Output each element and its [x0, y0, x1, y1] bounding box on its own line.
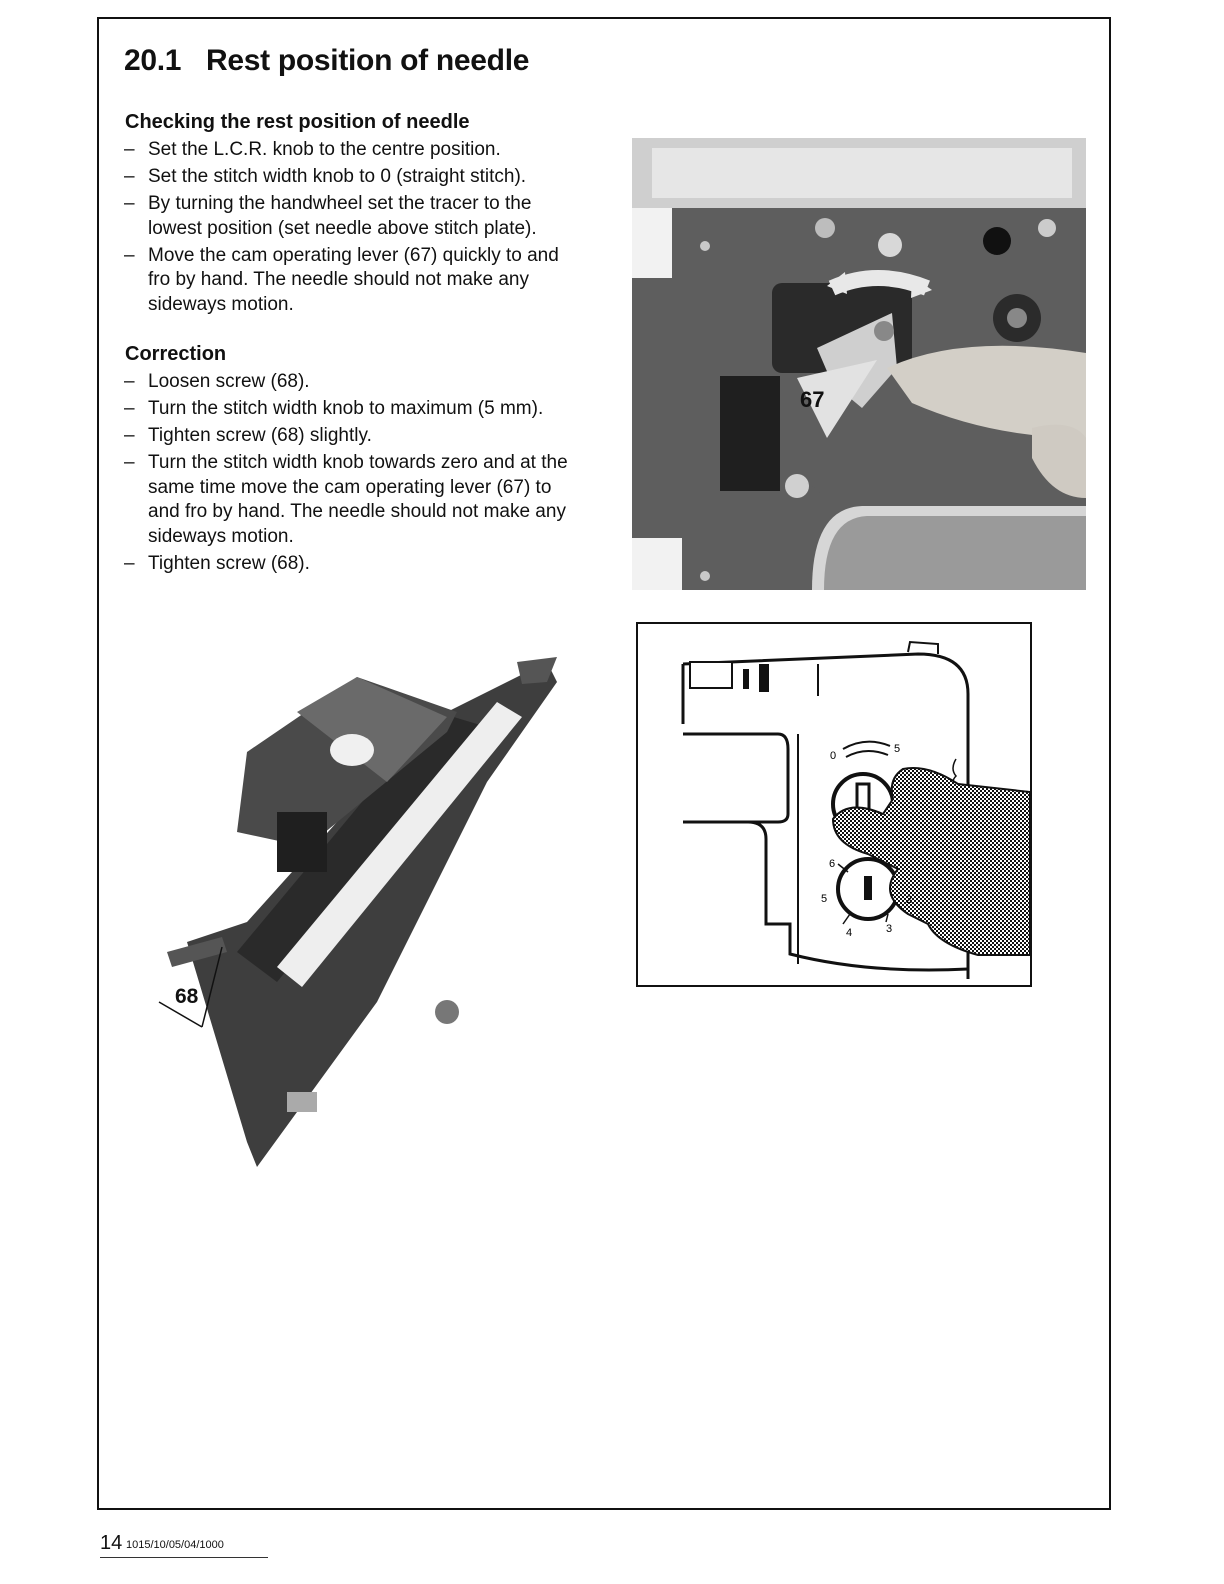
footer-rule	[100, 1557, 268, 1558]
correction-step: – Tighten screw (68) slightly.	[124, 424, 574, 449]
width-scale-max: 5	[894, 743, 901, 755]
section-title-text: Rest position of needle	[206, 44, 530, 77]
lever-callout-67: 67	[800, 387, 825, 412]
mechanism-photo	[127, 622, 583, 1170]
knob-diagram	[636, 622, 1032, 987]
correction-steps	[124, 370, 574, 579]
mechanism-callout-68: 68	[175, 985, 199, 1008]
checking-steps	[124, 138, 574, 320]
section-number: 20.1	[124, 44, 182, 77]
document-code: 1015/10/05/04/1000	[126, 1539, 224, 1551]
correction-step: – Loosen screw (68).	[124, 370, 574, 395]
dial-number: 6	[829, 858, 836, 870]
lever-photo	[632, 138, 1086, 590]
correction-heading: Correction	[125, 343, 227, 365]
checking-heading: Checking the rest position of needle	[125, 111, 470, 133]
correction-step: – Tighten screw (68).	[124, 552, 574, 577]
page-number: 14	[100, 1532, 123, 1554]
checking-step: – By turning the handwheel set the tracer to the lowest position (set needle above stitch plate).	[124, 192, 574, 241]
dial-number: 4	[846, 927, 853, 939]
dial-number: 5	[821, 893, 828, 905]
correction-step: – Turn the stitch width knob towards zero and at the same time move the cam operating lever (67) to and fro by hand. The needle should not make any sideways motion.	[124, 451, 574, 549]
checking-step: – Move the cam operating lever (67) quickly to and fro by hand. The needle should not make any sideways motion.	[124, 244, 574, 318]
dial-number: 3	[886, 923, 893, 935]
checking-step: – Set the stitch width knob to 0 (straight stitch).	[124, 165, 574, 190]
width-scale-min: 0	[830, 750, 837, 762]
correction-step: – Turn the stitch width knob to maximum (5 mm).	[124, 397, 574, 422]
dial-number: 2	[906, 894, 913, 906]
section-title	[124, 44, 529, 78]
checking-step: – Set the L.C.R. knob to the centre position.	[124, 138, 574, 163]
